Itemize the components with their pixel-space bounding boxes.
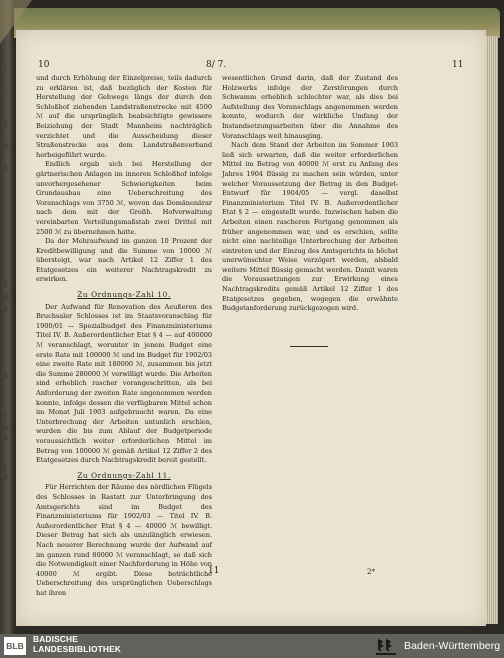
facing-page-bleed: , . r e s r d r s t e s t r [4,59,10,482]
page-stack-edge [486,36,498,624]
paragraph: Endlich ergab sich bei Herstellung der gärtnerischen Anlagen im inneren Schloßhof infolge unvorhergesehener Schwierigkeiten beim Grundausbau eine Ueberschreitung des Voranschlags von 3750 ℳ, wovon das Domänenärar nach dem mit der Großh. Hofverwaltung vereinbarten Verteilungsmaßstab zwei Drittel mit 2500 ℳ zu übernehmen hatte. [36,160,212,236]
left-text-column [36,74,212,598]
signature-mark: 8/ 7. [206,60,227,70]
paragraph: Nach dem Stand der Arbeiten im Sommer 1903 ließ sich erwarten, daß die weiter erforderlichen Mittel im Betrag von 40000 ℳ erst zu Anfang des Jahres 1904 flüssig zu machen sein würden, unter welcher Voraussetzung der Betrag in den Budget-Entwurf für 1904/05 — vergl. daselbst Finanzministerium Titel IV. B. Außerordentlicher Etat § 2 — eingestellt wurde. Inzwischen haben die Arbeiten einen rascheren Fortgang genommen als früher angenommen war, und es erschien, sollte nicht eine nachteilige Unterbrechung der Arbeiten eintreten und der Einzug des Amtsgerichts in höchst unerwünschter Weise verzögert werden, alsbald weitere Mittel flüssig gemacht werden. Damit waren die Voraussetzungen zur Erwirkung eines Nachtragskredits gemäß Artikel 12 Ziffer 1 des Etatgesetzes gegeben, wogegen die erwähnte Budgetanforderung zurückgezogen wird. [222,141,398,313]
section-heading: Zu Ordnungs-Zahl 11. [77,470,171,480]
blb-logo[interactable]: BLB [4,637,26,655]
paragraph: Der Aufwand für Renovation des Aeußeren des Bruchsaler Schlosses ist im Staatsvoranschlag für 1900/01 — Spezialbudget des Finanzministeriums Titel IV. B. Außerordentlicher Etat § 4 — auf 400000 ℳ veranschlagt, worunter in jenem Budget eine erste Rate mit 100000 ℳ und im Budget für 1902/03 eine zweite Rate mit 180000 ℳ, zusammen bis jetzt die Summe 280000 ℳ verwilligt wurde. Die Arbeiten sind erheblich rascher vorangeschritten, als bei Anforderung der zweiten Rate angenommen werden konnte, infolge dessen die verfügbaren Mittel schon im Monat Juli 1903 aufgebraucht waren. Da eine Unterbrechung der Arbeiten untunlich erschien, wurden die bis zum Ablauf der Budgetperiode voraussichtlich weiter erforderlichen Mittel im Betrag von 100000 ℳ gemäß Artikel 12 Ziffer 2 des Etatgesetzes durch Nachtragskredit bereit gestellt. [36,302,212,465]
library-name[interactable] [33,635,121,655]
paragraph: wesentlichen Grund darin, daß der Zustand des Holzwerks infolge der Zerstörungen durch Schwamm erheblich schlechter war, als dies bei Aufstellung des Voranschlags angenommen werden konnte, wodurch der wirkliche Umfang der Instandsetzungsarbeiten über die Annahme des Voranschlags weit hinausging. [222,74,398,140]
section-heading: Zu Ordnungs-Zahl 10. [77,290,171,300]
footer-page-number: 11 [208,566,220,576]
section-rule [290,346,328,347]
right-text-column [222,74,398,314]
state-label[interactable]: Baden-Württemberg [404,640,501,652]
baden-wuerttemberg-crest-icon [375,636,397,656]
cover-corner [0,0,32,44]
right-page-number: 11 [452,60,464,70]
footer-signature: 2* [367,568,375,576]
library-name-line1: BADISCHE [33,634,78,644]
left-page-number: 10 [38,60,50,70]
paragraph: und durch Erhöhung der Einzelpreise, teils dadurch zu erklären ist, daß bezüglich der Kosten für Herstellung der Gehwege längs der durch den Schloßhof ziehenden Landstraßenstrecke mit 4500 ℳ auf die ursprünglich beabsichtigte gewissere Beiziehung der Stadt Mannheim nachträglich verzichtet und die Ausscheidung dieser Straßenstrecke aus dem Landstraßenverband herbeigeführt wurde. [36,74,212,159]
library-name-line2: LANDESBIBLIOTHEK [33,643,122,654]
paragraph: Da der Mehraufwand im ganzen 10 Prozent der Kreditbewilligung und die Summe von 10000 ℳ übersteigt, war nach Artikel 12 Ziffer 1 des Etatgesetzes ein weiterer Nachtragskredit zu erwirken. [36,237,212,284]
paragraph: Für Herrichten der Räume des nördlichen Flügels des Schlosses in Rastatt zur Unterbringung des Amtsgerichts sind im Budget des Finanzministeriums für 1902/03 — Titel IV. B. Außerordentlicher Etat § 4 — 40000 ℳ bewilligt. Dieser Betrag hat sich als unzulänglich erwiesen. Nach neuerer Berechnung wurde der Aufwand auf im ganzen rund 80000 ℳ veranschlagt, so daß sich die Notwendigkeit einer Nachforderung in Höhe von 40000 ℳ ergibt. Diese beträchtliche Ueberschreitung des ursprünglichen Ueberschlags hat ihren [36,483,212,597]
